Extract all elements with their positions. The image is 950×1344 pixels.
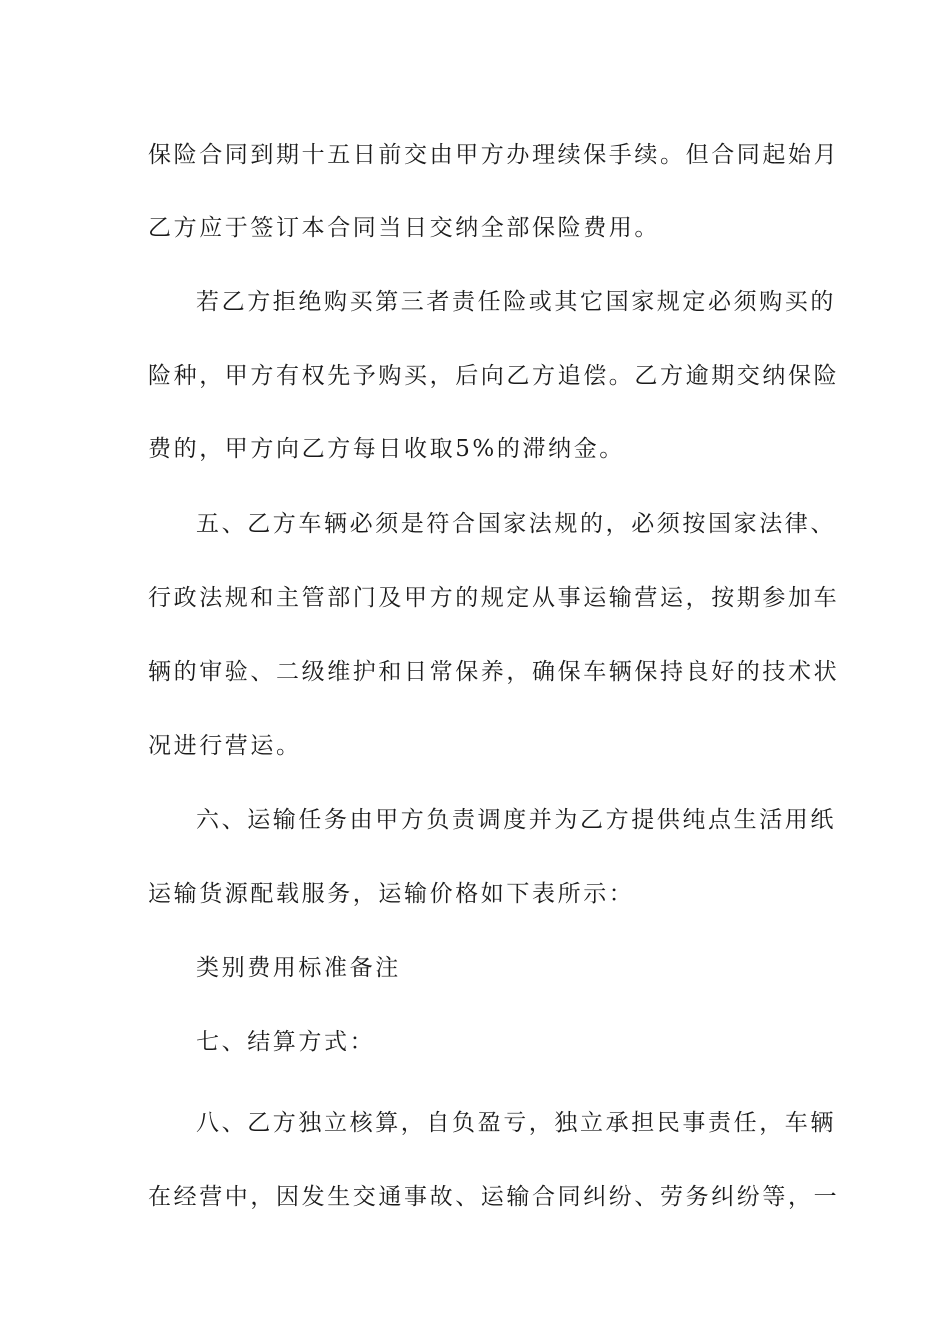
table-header-line: 类别费用标准备注 (196, 955, 401, 981)
clause-seven-heading-line: 七、结算方式： (196, 1029, 376, 1055)
text-line: 辆的审验、二级维护和日常保养，确保车辆保持良好的技术状 (148, 659, 840, 685)
clause-five-heading-line: 五、乙方车辆必须是符合国家法规的，必须按国家法律、 (196, 511, 836, 537)
clause-six-heading-line: 六、运输任务由甲方负责调度并为乙方提供纯点生活用纸 (196, 807, 836, 833)
text-line: 运输货源配载服务，运输价格如下表所示： (148, 881, 635, 907)
clause-eight-heading-line: 八、乙方独立核算，自负盈亏，独立承担民事责任，车辆 (196, 1110, 836, 1136)
text-line: 险种，甲方有权先予购买，后向乙方追偿。乙方逾期交纳保险 (148, 363, 840, 389)
text-line: 行政法规和主管部门及甲方的规定从事运输营运，按期参加车 (148, 585, 840, 611)
paragraph-start-line: 若乙方拒绝购买第三者责任险或其它国家规定必须购买的 (196, 289, 836, 315)
text-line: 费的，甲方向乙方每日收取5%的滞纳金。 (148, 436, 625, 462)
text-line: 保险合同到期十五日前交由甲方办理续保手续。但合同起始月 (148, 142, 840, 168)
text-line: 乙方应于签订本合同当日交纳全部保险费用。 (148, 215, 660, 241)
text-line: 况进行营运。 (148, 733, 302, 759)
text-line: 在经营中，因发生交通事故、运输合同纠纷、劳务纠纷等，一 (148, 1184, 840, 1210)
